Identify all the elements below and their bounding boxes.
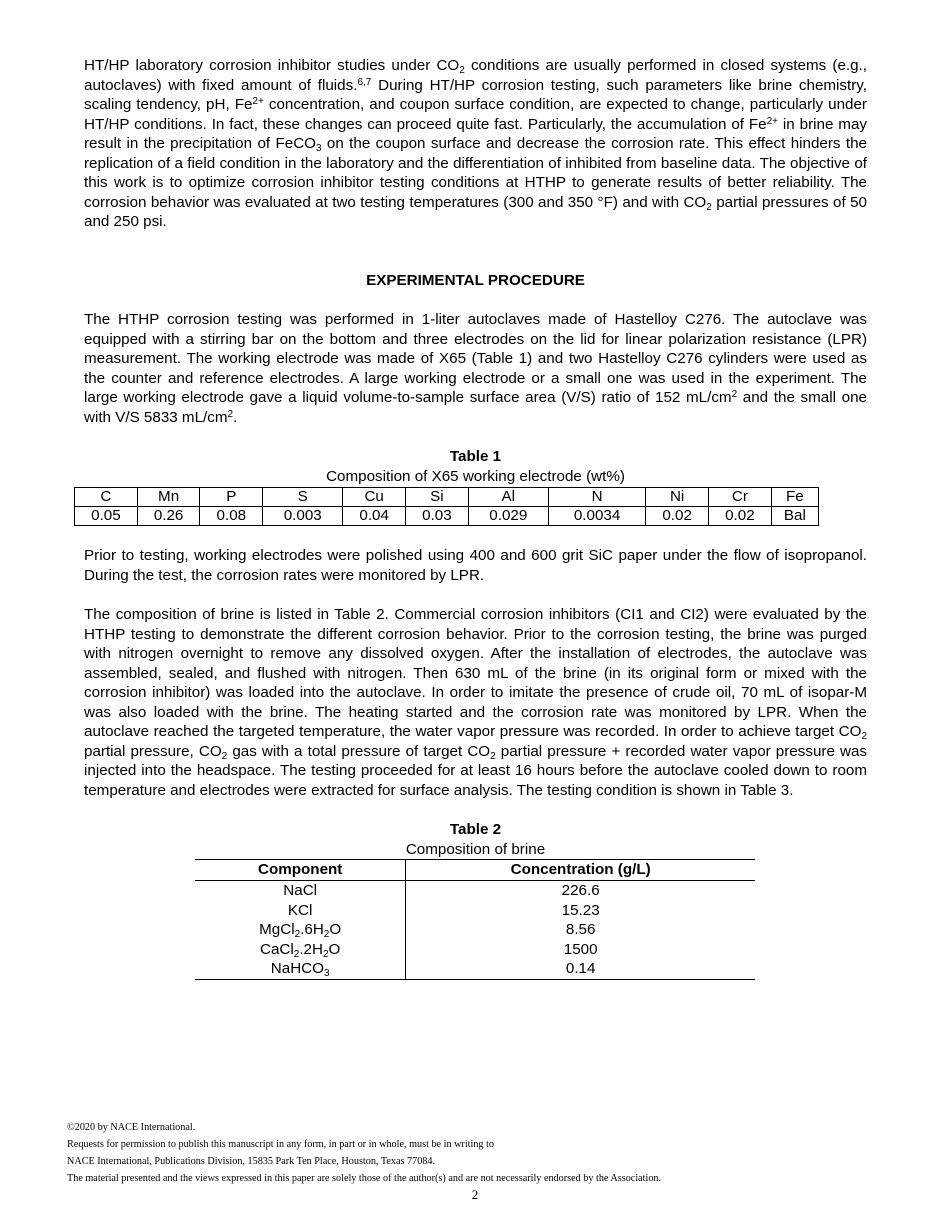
table2-header-row <box>195 860 755 881</box>
intro-paragraph <box>84 56 867 232</box>
table1-value-cell: Bal <box>771 507 818 526</box>
table1-header-cell: Mn <box>137 488 200 507</box>
brine-text: partial pressure, CO <box>84 742 222 760</box>
copyright-footer <box>67 1119 887 1187</box>
concentration-cell: 1500 <box>563 940 598 958</box>
component-cell: $MgCl_2.6H_2O$ <box>195 920 406 940</box>
table1-value-cell: 0.02 <box>709 507 772 526</box>
intro-text: During HT/HP corrosion testing, such parameters like brine chemistry, scaling tendency, pH, Fe <box>84 76 867 113</box>
procedure-paragraph <box>84 310 867 427</box>
table1-value-cell: 0.08 <box>200 507 263 526</box>
table1-header-cell: S <box>263 488 343 507</box>
table1-value-cell: 0.029 <box>468 507 548 526</box>
table-row <box>195 901 755 921</box>
intro-text: in brine may result in the precipitation of FeCO <box>84 115 867 152</box>
table1-header-cell: P <box>200 488 263 507</box>
table1-value-cell: 0.03 <box>406 507 469 526</box>
table2-caption: Composition of brine <box>405 840 546 858</box>
subscript: 3 <box>315 143 322 154</box>
reference-superscript: 6,7 <box>357 76 372 88</box>
table1-header-cell: C <box>75 488 138 507</box>
superscript: 2 <box>227 408 234 420</box>
subscript: 2 <box>459 65 465 76</box>
brine-text: partial pressure + recorded water vapor pressure was injected into the headspace. The testing proceeded for at least 16 hours before the autoclave cooled down to room temperature and electrodes were extracted for surface analysis. The testing condition is shown in Table 3. <box>84 742 868 799</box>
component-cell: NaHCO$_3$ <box>195 959 406 979</box>
superscript: 2+ <box>766 115 779 127</box>
intro-text: concentration, and coupon surface condition, are expected to change, particularly under HT/HP conditions. In fact, these changes can proceed quite fast. Particularly, the accumulation of Fe <box>84 96 867 133</box>
page-body <box>84 56 867 980</box>
table1-value-cell: 0.05 <box>75 507 138 526</box>
table2 <box>195 859 755 980</box>
table2-header-concentration: Concentration (g/L) <box>406 860 755 881</box>
table1-header-cell: Ni <box>646 488 709 507</box>
table1 <box>74 487 819 526</box>
table1-header-cell: Fe <box>771 488 818 507</box>
footer-line: The material presented and the views expressed in this paper are solely those of the author(s) and are not necessarily endorsed by the Association. <box>67 1173 662 1184</box>
table2-header-component: Component <box>195 860 406 881</box>
superscript: 2+ <box>252 96 264 107</box>
intro-text: partial pressures of 50 and 250 psi. <box>84 193 867 230</box>
table-row <box>195 959 755 979</box>
concentration-cell: 0.14 <box>406 959 755 979</box>
component-cell: KCl <box>195 901 406 921</box>
brine-paragraph <box>84 605 867 800</box>
table1-header-cell: Al <box>468 488 548 507</box>
table-row <box>195 920 755 940</box>
table1-value-row <box>75 507 819 526</box>
brine-text: gas with a total pressure of target CO <box>227 742 491 760</box>
component-cell: $CaCl_2.2H_2O$ <box>195 940 406 960</box>
table-row <box>195 881 755 901</box>
footer-line: ©2020 by NACE International. <box>67 1122 196 1133</box>
procedure-text: . <box>233 408 238 426</box>
subscript: 2 <box>861 731 867 742</box>
table-row <box>195 940 755 960</box>
prior-paragraph: Prior to testing, working electrodes were polished using 400 and 600 grit SiC paper under the flow of isopropanol. During the test, the corrosion rates were monitored by LPR. <box>84 547 867 584</box>
table1-caption: Composition of X65 working electrode (wt%) <box>326 467 625 485</box>
table1-header-cell: Cu <box>343 488 406 507</box>
intro-text: HT/HP laboratory corrosion inhibitor studies under CO <box>84 57 460 74</box>
procedure-text: The HTHP corrosion testing was performed in 1-liter autoclaves made of Hastelloy C276. The autoclave was equipped with a stirring bar on the bottom and three electrodes on the lid for linear polarization resistance (LPR) measurement. The working electrode was made of X65 (Table 1) and two Hastelloy C276 cylinders were used as the counter and reference electrodes. A large working electrode or a small one was used in the experiment. The large working electrode gave a liquid volume-to-sample surface area (V/S) ratio of 152 mL/cm <box>84 311 867 406</box>
table1-value-cell: 0.02 <box>646 507 709 526</box>
concentration-cell: 226.6 <box>561 882 600 899</box>
footer-line: Requests for permission to publish this manuscript in any form, in part or in whole, must be in writing to <box>67 1139 494 1150</box>
component-cell: NaCl <box>195 881 406 901</box>
table1-value-cell: 0.26 <box>137 507 200 526</box>
table1-value-cell: 0.0034 <box>548 507 645 526</box>
table1-value-cell: 0.04 <box>343 507 406 526</box>
section-heading: EXPERIMENTAL PROCEDURE <box>366 271 585 289</box>
table1-label: Table 1 <box>449 448 502 465</box>
table1-value-cell: 0.003 <box>263 507 343 526</box>
concentration-cell: 8.56 <box>565 921 596 938</box>
table1-header-cell: Si <box>406 488 469 507</box>
table1-header-cell: N <box>548 488 645 507</box>
table2-label: Table 2 <box>449 821 502 838</box>
intro-text: on the coupon surface and decrease the corrosion rate. This effect hinders the replication of a field condition in the laboratory and the differentiation of inhibited from baseline data. The objective of this work is to optimize corrosion inhibitor testing conditions at HTHP to generate results of better reliability. The corrosion behavior was evaluated at two testing temperatures (300 and 350 °F) and with CO <box>84 135 867 211</box>
superscript: 2 <box>731 389 738 400</box>
subscript: 2 <box>490 750 496 762</box>
table1-header-cell: Cr <box>709 488 772 507</box>
subscript: 2 <box>221 750 228 762</box>
table1-header-row <box>75 488 819 507</box>
page-number: 2 <box>471 1187 479 1202</box>
brine-text: The composition of brine is listed in Table 2. Commercial corrosion inhibitors (CI1 and CI2) were evaluated by the HTHP testing to demonstrate the different corrosion behavior. Prior to the corrosion testing, the brine was purged with nitrogen overnight to remove any dissolved oxygen. After the installation of electrodes, the autoclave was assembled, sealed, and flushed with nitrogen. Then 630 mL of the brine (in its original form or mixed with the corrosion inhibitor) was loaded into the autoclave. In order to imitate the presence of crude oil, 70 mL of isopar-M was also loaded with the brine. The heating started and the corrosion rate was monitored by LPR. When the autoclave reached the targeted temperature, the water vapor pressure was recorded. In order to achieve target CO <box>84 606 867 740</box>
footer-line: NACE International, Publications Division, 15835 Park Ten Place, Houston, Texas 77084. <box>67 1156 436 1167</box>
subscript: 2 <box>706 201 712 213</box>
intro-text: conditions are usually performed in closed systems (e.g., autoclaves) with fixed amount of fluids. <box>84 57 867 94</box>
concentration-cell: 15.23 <box>561 901 600 919</box>
procedure-text: and the small one with V/S 5833 mL/cm <box>84 389 867 426</box>
